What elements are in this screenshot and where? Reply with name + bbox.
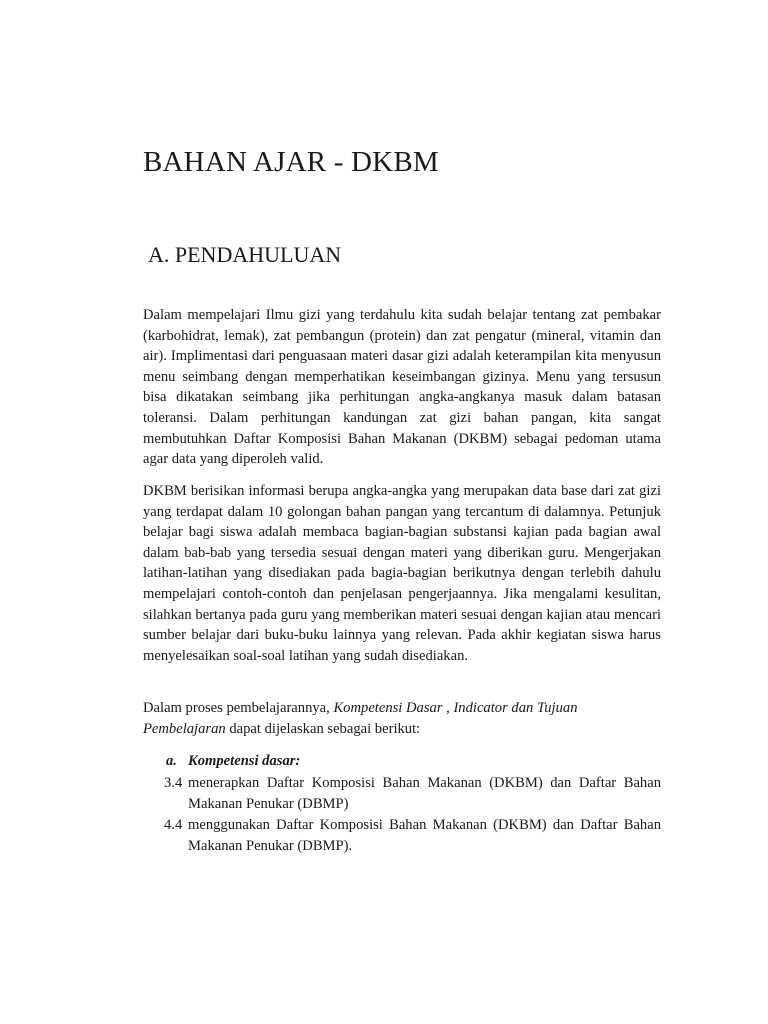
intro-suffix: dapat dijelaskan sebagai berikut: — [225, 720, 421, 737]
kompetensi-marker: a. — [166, 753, 177, 769]
intro-emphasis: Kompetensi Dasar , Indicator dan Tujuan Pembelajaran — [143, 700, 578, 737]
intro-prefix: Dalam proses pembelajarannya, — [143, 700, 334, 716]
paragraph-1: Dalam mempelajari Ilmu gizi yang terdahulu kita sudah belajar tentang zat pembakar (karbohidrat, lemak), zat pembangun (protein) dan zat pengatur (mineral, vitamin dan air). Implimentasi dari penguasaan materi dasar gizi adalah keterampilan kita menyusun menu seimbang dengan memperhatikan keseimbangan gizinya. Menu yang tersusun bisa dikatakan seimbang jika perhitungan angka-angkanya masuk dalam batasan toleransi. Dalam perhitungan kandungan zat gizi bahan pangan, kita sangat membutuhkan Daftar Komposisi Bahan Makanan (DKBM) sebagai pedoman utama agar data yang diperoleh valid. — [143, 307, 661, 468]
kompetensi-subheading — [166, 753, 300, 770]
kompetensi-item — [164, 773, 661, 814]
kompetensi-item-number: 4.4 — [164, 817, 183, 833]
paragraph-2: DKBM berisikan informasi berupa angka-angka yang merupakan data base dari zat gizi yang terdapat dalam 10 golongan bahan pangan yang tercantum di dalamnya. Petunjuk belajar bagi siswa adalah membaca bagian-bagian substansi kajian pada bagian awal dalam bab-bab yang tersedia sesuai dengan materi yang diberikan guru. Mengerjakan latihan-latihan yang disediakan pada bagia-bagian berikutnya dengan terlebih dahulu mempelajari contoh-contoh dan penjelasan pengerjaannya. Jika mengalami kesulitan, silahkan bertanya pada guru yang memberikan materi sesuai dengan kajian atau mencari sumber belajar dari buku-buku lainnya yang relevan. Pada akhir kegiatan siswa harus menyelesaikan soal-soal latihan yang sudah disediakan. — [143, 483, 661, 664]
kompetensi-label: Kompetensi dasar: — [188, 753, 301, 769]
paragraph-3-intro — [143, 698, 661, 739]
kompetensi-item-text: menerapkan Daftar Komposisi Bahan Makanan (DKBM) dan Daftar Bahan Makanan Penukar (DBMP) — [188, 775, 661, 812]
kompetensi-item — [164, 815, 661, 856]
kompetensi-item-number: 3.4 — [164, 775, 183, 791]
document-title: BAHAN AJAR - DKBM — [143, 146, 439, 178]
kompetensi-item-text: menggunakan Daftar Komposisi Bahan Makanan (DKBM) dan Daftar Bahan Makanan Penukar (DBMP). — [188, 817, 661, 854]
section-heading-pendahuluan: A. PENDAHULUAN — [148, 242, 342, 267]
